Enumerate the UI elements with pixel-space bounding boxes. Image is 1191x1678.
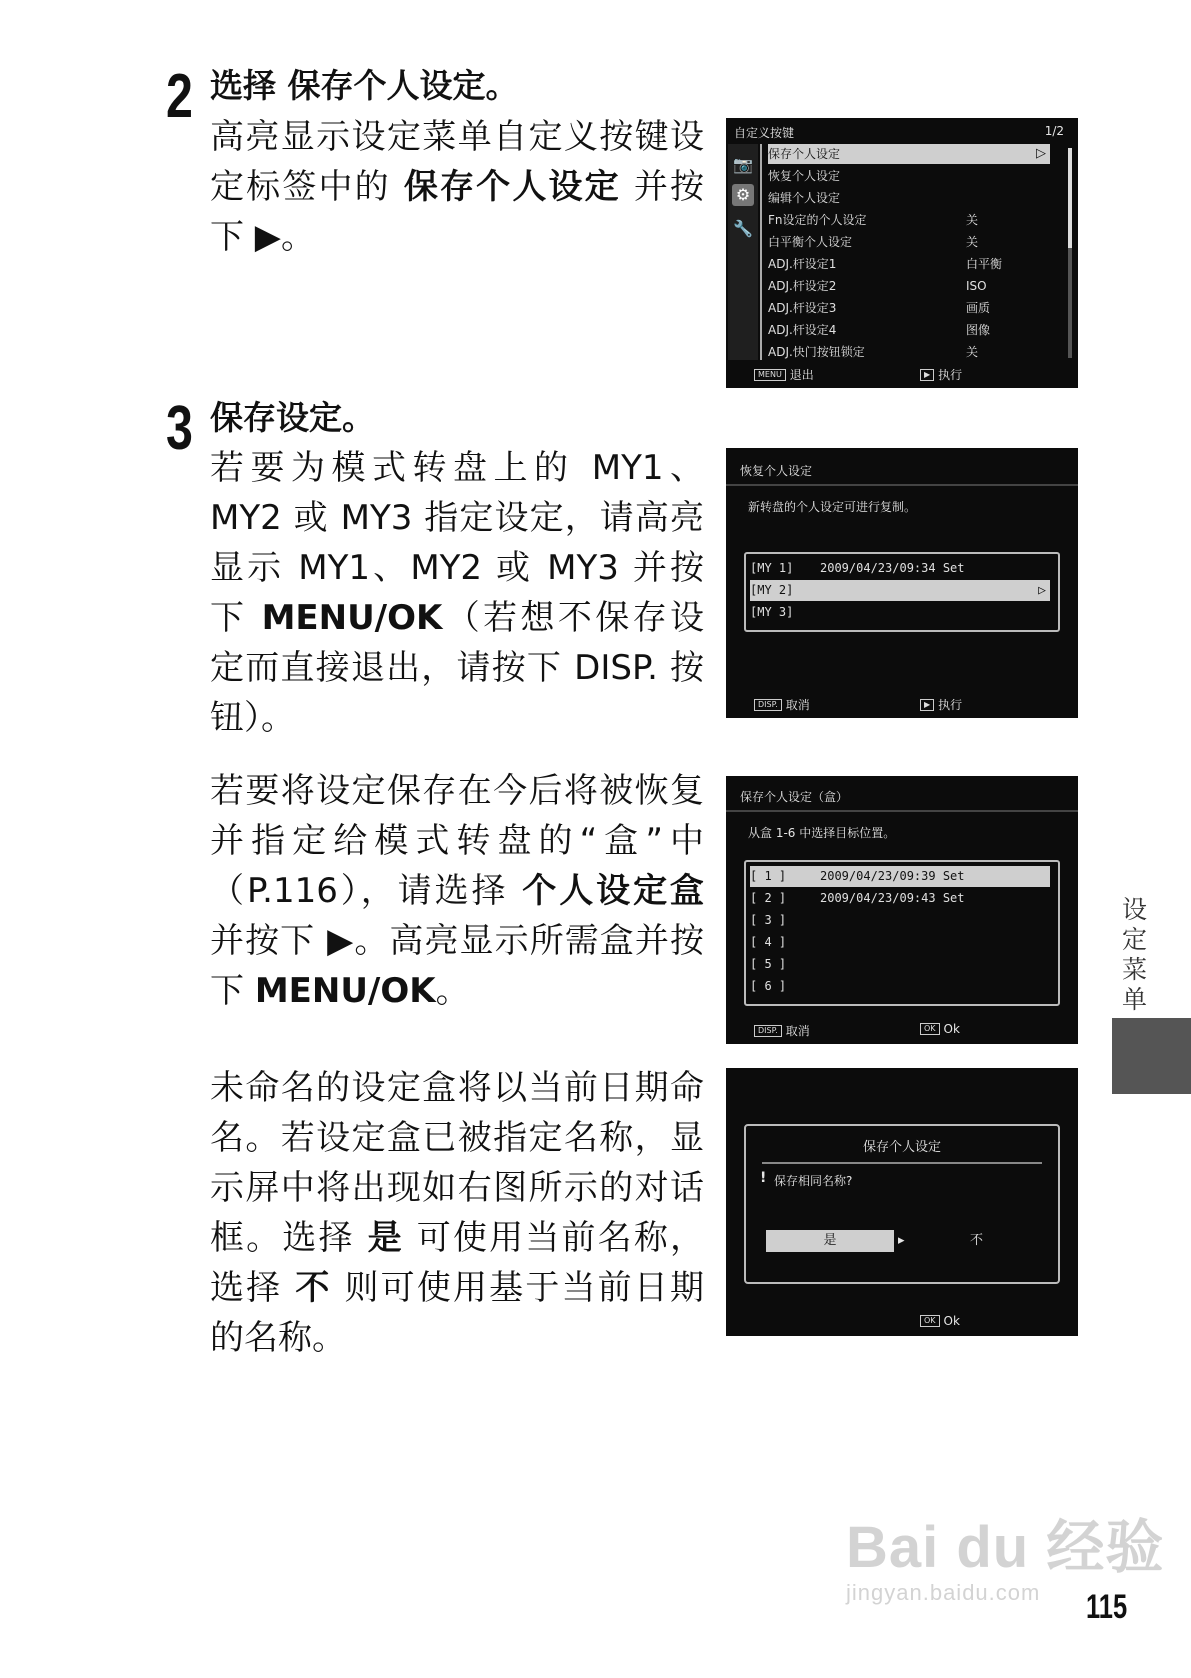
menu-item-value: 画质 bbox=[966, 301, 991, 315]
step-3-text-part: （若想不保存设定而直接退出，请按下 DISP. 按钮）。 bbox=[210, 598, 704, 738]
step-3-number: 3 bbox=[166, 394, 191, 463]
scrollbar-thumb[interactable] bbox=[1068, 148, 1072, 248]
screen1-scrollbar[interactable] bbox=[1068, 148, 1072, 358]
disp-key-icon: DISP. bbox=[754, 1025, 782, 1037]
dialog-title: 保存个人设定 bbox=[862, 1140, 941, 1155]
section-side-tab bbox=[1112, 1018, 1191, 1094]
step-3-text-part: 则可使用基于当前日期的名称。 bbox=[210, 1268, 705, 1358]
screen-custom-keys-menu bbox=[726, 118, 1078, 388]
step-3-bold-box: 个人设定盒 bbox=[522, 871, 705, 911]
arrow-right-icon: ▷ bbox=[1036, 146, 1046, 161]
menu-item-label: ADJ.杆设定2 bbox=[768, 279, 837, 293]
menu-item-fn-settings[interactable] bbox=[768, 210, 1050, 230]
page-number: 115 bbox=[1086, 1588, 1128, 1626]
footer-label: 执行 bbox=[938, 698, 963, 712]
slot-name: [MY 2] bbox=[750, 583, 794, 597]
footer-label: 取消 bbox=[785, 698, 810, 712]
screen1-page: 1/2 bbox=[1044, 124, 1064, 138]
selection-arrow-icon: ▸ bbox=[898, 1233, 905, 1248]
slot-name: [ 6 ] bbox=[750, 979, 787, 993]
section-side-label: 设定菜单 bbox=[1122, 895, 1148, 1014]
box-slot-2[interactable] bbox=[750, 888, 1050, 909]
slot-name: [ 3 ] bbox=[750, 913, 787, 927]
screen2-divider bbox=[726, 484, 1078, 486]
screen3-box-list bbox=[744, 860, 1060, 1006]
menu-item-save-settings[interactable] bbox=[768, 144, 1050, 164]
ok-key-icon: OK bbox=[920, 1315, 940, 1327]
footer-label: Ok bbox=[943, 1314, 960, 1328]
screen4-footer-ok bbox=[920, 1314, 960, 1328]
step-3-bold-no: 不 bbox=[295, 1268, 332, 1308]
menu-item-value: ISO bbox=[966, 279, 987, 293]
screen3-divider bbox=[726, 810, 1078, 812]
menu-item-adj-2[interactable] bbox=[768, 276, 1050, 296]
slot-date: 2009/04/23/09:43 Set bbox=[820, 891, 965, 905]
screen2-slot-list bbox=[744, 552, 1060, 632]
menu-item-value: 图像 bbox=[966, 323, 991, 337]
step-2-text bbox=[210, 112, 704, 262]
footer-label: 退出 bbox=[789, 368, 814, 382]
setup-gear-icon[interactable]: ⚙ bbox=[732, 184, 754, 206]
menu-item-label: ADJ.杆设定3 bbox=[768, 301, 837, 315]
screen2-footer-execute bbox=[920, 696, 962, 713]
watermark-url: jingyan.baidu.com bbox=[846, 1580, 1041, 1605]
screen3-message: 从盒 1-6 中选择目标位置。 bbox=[748, 826, 896, 840]
menu-item-label: ADJ.快门按钮锁定 bbox=[768, 345, 865, 359]
wrench-icon[interactable]: 🔧 bbox=[733, 219, 753, 238]
step-2-text-part: 并按下 ▶。 bbox=[210, 167, 705, 257]
slot-name: [ 1 ] bbox=[750, 869, 787, 883]
menu-item-value: 关 bbox=[966, 235, 979, 249]
step-2-title: 选择 保存个人设定。 bbox=[210, 66, 519, 105]
menu-item-label: ADJ.杆设定4 bbox=[768, 323, 837, 337]
box-slot-4[interactable] bbox=[750, 932, 1050, 953]
menu-item-value: 关 bbox=[966, 345, 979, 359]
menu-item-label: 保存个人设定 bbox=[768, 147, 841, 161]
play-key-icon: ▶ bbox=[920, 699, 934, 711]
menu-item-label: 编辑个人设定 bbox=[768, 191, 841, 205]
slot-date: 2009/04/23/09:39 Set bbox=[820, 869, 965, 883]
dialog-message: 保存相同名称? bbox=[774, 1174, 853, 1188]
play-key-icon: ▶ bbox=[920, 369, 934, 381]
box-slot-3[interactable] bbox=[750, 910, 1050, 931]
slot-date: 2009/04/23/09:34 Set bbox=[820, 561, 965, 575]
watermark-logo: Bai du 经验 bbox=[846, 1515, 1165, 1580]
screen1-footer-exit bbox=[754, 366, 814, 383]
no-button[interactable]: 不 bbox=[970, 1233, 984, 1248]
step-3-text-part: 若要为模式转盘上的 MY1、MY2 或 MY3 指定设定，请高亮显示 MY1、MY2 或 MY3 并按下 bbox=[210, 448, 704, 638]
screen-save-name-dialog bbox=[726, 1068, 1078, 1336]
screen-save-to-box bbox=[726, 776, 1078, 1044]
disp-key-icon: DISP. bbox=[754, 699, 782, 711]
menu-item-label: 恢复个人设定 bbox=[768, 169, 841, 183]
menu-item-edit-settings[interactable] bbox=[768, 188, 1050, 208]
step-3-bold-menu-ok: MENU/OK bbox=[261, 598, 443, 638]
footer-label: 取消 bbox=[785, 1024, 810, 1038]
confirm-dialog bbox=[744, 1124, 1060, 1284]
step-3-text-part: 并按下 ▶。高亮显示所需盒并按下 bbox=[210, 921, 704, 1011]
step-3-title: 保存设定。 bbox=[210, 398, 375, 437]
slot-name: [MY 1] bbox=[750, 561, 794, 575]
menu-item-label: Fn设定的个人设定 bbox=[768, 213, 867, 227]
step-2-text-part: 高亮显示设定菜单自定义按键设定标签中的 bbox=[210, 117, 704, 207]
slot-name: [ 5 ] bbox=[750, 957, 787, 971]
screen3-footer-cancel bbox=[754, 1022, 810, 1039]
slot-my1[interactable] bbox=[750, 558, 1050, 579]
screen1-tabs bbox=[728, 144, 758, 360]
footer-label: 执行 bbox=[938, 368, 963, 382]
screen3-title: 保存个人设定（盒） bbox=[740, 790, 849, 804]
screen2-message: 新转盘的个人设定可进行复制。 bbox=[748, 500, 917, 514]
step-3-bold-menu-ok: MENU/OK bbox=[254, 971, 436, 1011]
yes-button[interactable]: 是 bbox=[766, 1230, 894, 1252]
step-3-text-part: 可使用当前名称，选择 bbox=[210, 1218, 704, 1308]
step-3-text-part: 若要将设定保存在今后将被恢复并指定给模式转盘的“盒”中（P.116），请选择 bbox=[210, 771, 704, 911]
warning-icon: ! bbox=[760, 1170, 767, 1186]
camera-icon[interactable]: 📷 bbox=[733, 155, 753, 174]
menu-item-restore-settings[interactable] bbox=[768, 166, 1050, 186]
step-3-text-part: 。 bbox=[435, 971, 470, 1011]
menu-key-icon: MENU bbox=[754, 369, 786, 381]
menu-item-label: ADJ.杆设定1 bbox=[768, 257, 837, 271]
screen1-menu-list bbox=[760, 144, 1058, 360]
step-3-para-2 bbox=[210, 766, 704, 1016]
screen1-footer-execute bbox=[920, 366, 962, 383]
menu-item-adj-3[interactable] bbox=[768, 298, 1050, 318]
box-slot-5[interactable] bbox=[750, 954, 1050, 975]
menu-item-adj-4[interactable] bbox=[768, 320, 1050, 340]
menu-item-label: 白平衡个人设定 bbox=[768, 235, 853, 249]
footer-label: Ok bbox=[943, 1022, 960, 1036]
step-3-para-1 bbox=[210, 443, 704, 743]
screen2-title: 恢复个人设定 bbox=[740, 464, 813, 478]
ok-key-icon: OK bbox=[920, 1023, 940, 1035]
dialog-divider bbox=[762, 1162, 1042, 1164]
step-2-bold-save: 保存个人设定 bbox=[403, 167, 621, 207]
menu-item-value: 白平衡 bbox=[966, 257, 1003, 271]
box-slot-1[interactable] bbox=[750, 866, 1050, 887]
step-2-number: 2 bbox=[166, 62, 191, 131]
arrow-right-icon: ▷ bbox=[1038, 583, 1046, 598]
step-3-bold-yes: 是 bbox=[367, 1218, 404, 1258]
screen2-footer-cancel bbox=[754, 696, 810, 713]
slot-my3[interactable] bbox=[750, 602, 1050, 623]
screen3-footer-ok bbox=[920, 1022, 960, 1036]
menu-item-adj-1[interactable] bbox=[768, 254, 1050, 274]
slot-name: [ 2 ] bbox=[750, 891, 787, 905]
step-3-text-part: 未命名的设定盒将以当前日期命名。若设定盒已被指定名称，显示屏中将出现如右图所示的对话框。选择 bbox=[210, 1068, 704, 1258]
screen-restore-settings bbox=[726, 448, 1078, 718]
slot-name: [ 4 ] bbox=[750, 935, 787, 949]
screen1-title: 自定义按键 bbox=[734, 126, 795, 140]
step-3-para-3 bbox=[210, 1063, 704, 1363]
slot-name: [MY 3] bbox=[750, 605, 794, 619]
slot-my2[interactable] bbox=[750, 580, 1050, 601]
menu-item-wb-settings[interactable] bbox=[768, 232, 1050, 252]
menu-item-value: 关 bbox=[966, 213, 979, 227]
box-slot-6[interactable] bbox=[750, 976, 1050, 997]
menu-item-adj-shutter-lock[interactable] bbox=[768, 342, 1050, 362]
